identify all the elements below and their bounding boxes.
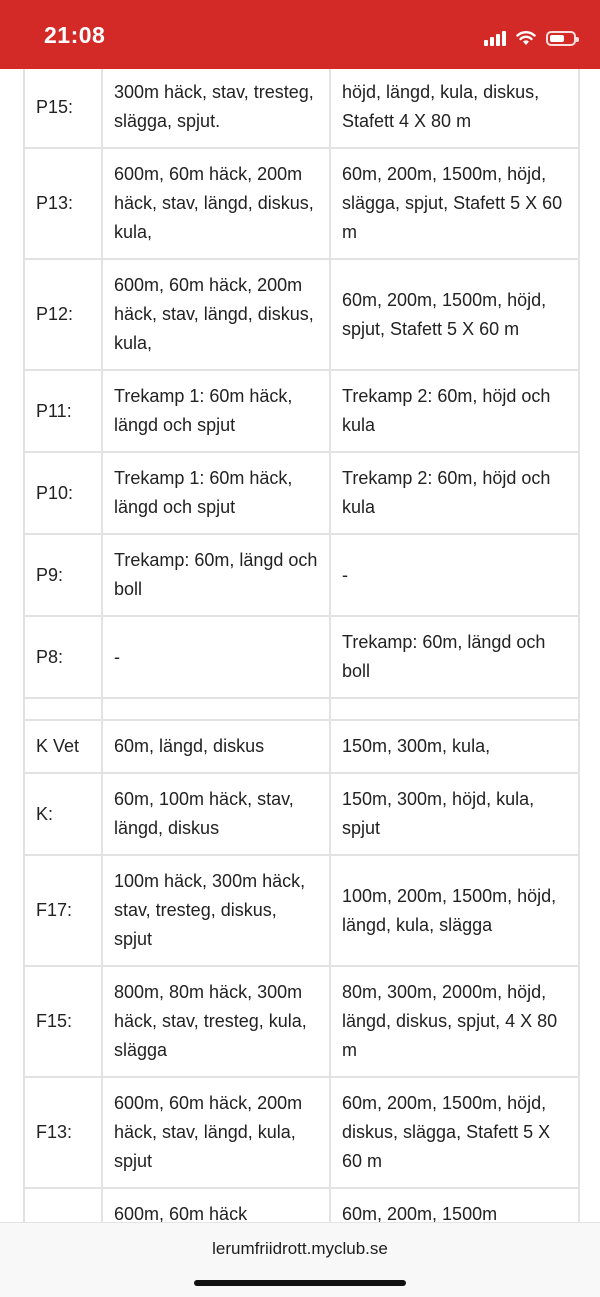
category-cell: P9: [24, 534, 102, 616]
page-content[interactable] [0, 69, 600, 1222]
events-day2-cell: Trekamp: 60m, längd och boll [330, 616, 579, 698]
table-row [24, 1077, 579, 1188]
table-row [24, 966, 579, 1077]
table-row [24, 616, 579, 698]
category-cell: P15: [24, 69, 102, 148]
events-day2-cell: 60m, 200m, 1500m, höjd, spjut, Stafett 5 X 60 m [330, 259, 579, 370]
category-cell: P10: [24, 452, 102, 534]
table-row [24, 452, 579, 534]
events-day1-cell: Trekamp 1: 60m häck, längd och spjut [102, 452, 330, 534]
schedule-body [24, 69, 579, 1222]
category-cell: P13: [24, 148, 102, 259]
events-day1-cell: 60m, längd, diskus [102, 720, 330, 773]
events-day1-cell: 600m, 60m häck, 200m häck, stav, längd, kula, spjut [102, 1077, 330, 1188]
events-day1-cell: 800m, 80m häck, 300m häck, stav, tresteg, kula, slägga [102, 966, 330, 1077]
category-cell: F13: [24, 1077, 102, 1188]
events-day1-cell: Trekamp: 60m, längd och boll [102, 534, 330, 616]
events-day2-cell: höjd, längd, kula, diskus, Stafett 4 X 80 m [330, 69, 579, 148]
url-bar[interactable]: lerumfriidrott.myclub.se [212, 1239, 388, 1258]
category-cell [24, 698, 102, 720]
status-bar [0, 0, 600, 69]
events-day2-cell: 150m, 300m, höjd, kula, spjut [330, 773, 579, 855]
category-cell: K: [24, 773, 102, 855]
events-day2-cell: Trekamp 2: 60m, höjd och kula [330, 370, 579, 452]
table-row [24, 370, 579, 452]
table-row [24, 698, 579, 720]
table-row [24, 534, 579, 616]
events-day1-cell: 600m, 60m häck [102, 1188, 330, 1222]
home-indicator[interactable] [194, 1280, 406, 1286]
category-cell: F17: [24, 855, 102, 966]
table-row [24, 69, 579, 148]
cellular-signal-icon [484, 30, 506, 46]
events-day2-cell: 150m, 300m, kula, [330, 720, 579, 773]
events-day2-cell: 100m, 200m, 1500m, höjd, längd, kula, slägga [330, 855, 579, 966]
events-day2-cell: 60m, 200m, 1500m, höjd, slägga, spjut, Stafett 5 X 60 m [330, 148, 579, 259]
status-icons [484, 26, 576, 46]
status-time: 21:08 [44, 22, 106, 48]
events-day2-cell: 80m, 300m, 2000m, höjd, längd, diskus, spjut, 4 X 80 m [330, 966, 579, 1077]
table-row [24, 855, 579, 966]
events-day1-cell: 600m, 60m häck, 200m häck, stav, längd, diskus, kula, [102, 259, 330, 370]
events-day1-cell: 300m häck, stav, tresteg, slägga, spjut. [102, 69, 330, 148]
category-cell: K Vet [24, 720, 102, 773]
events-day1-cell: 100m häck, 300m häck, stav, tresteg, diskus, spjut [102, 855, 330, 966]
table-row [24, 720, 579, 773]
category-cell: P11: [24, 370, 102, 452]
events-day1-cell: 60m, 100m häck, stav, längd, diskus [102, 773, 330, 855]
table-row [24, 1188, 579, 1222]
table-row [24, 148, 579, 259]
competition-schedule-table [23, 69, 580, 1222]
browser-bottom-bar [0, 1222, 600, 1297]
category-cell: F15: [24, 966, 102, 1077]
events-day1-cell: 600m, 60m häck, 200m häck, stav, längd, diskus, kula, [102, 148, 330, 259]
events-day2-cell [330, 698, 579, 720]
events-day2-cell: - [330, 534, 579, 616]
events-day2-cell: 60m, 200m, 1500m [330, 1188, 579, 1222]
events-day1-cell: - [102, 616, 330, 698]
category-cell [24, 1188, 102, 1222]
events-day2-cell: 60m, 200m, 1500m, höjd, diskus, slägga, Stafett 5 X 60 m [330, 1077, 579, 1188]
wifi-icon [516, 30, 536, 46]
events-day1-cell: Trekamp 1: 60m häck, längd och spjut [102, 370, 330, 452]
category-cell: P12: [24, 259, 102, 370]
events-day2-cell: Trekamp 2: 60m, höjd och kula [330, 452, 579, 534]
battery-icon [546, 31, 576, 46]
table-row [24, 773, 579, 855]
events-day1-cell [102, 698, 330, 720]
category-cell: P8: [24, 616, 102, 698]
table-row [24, 259, 579, 370]
